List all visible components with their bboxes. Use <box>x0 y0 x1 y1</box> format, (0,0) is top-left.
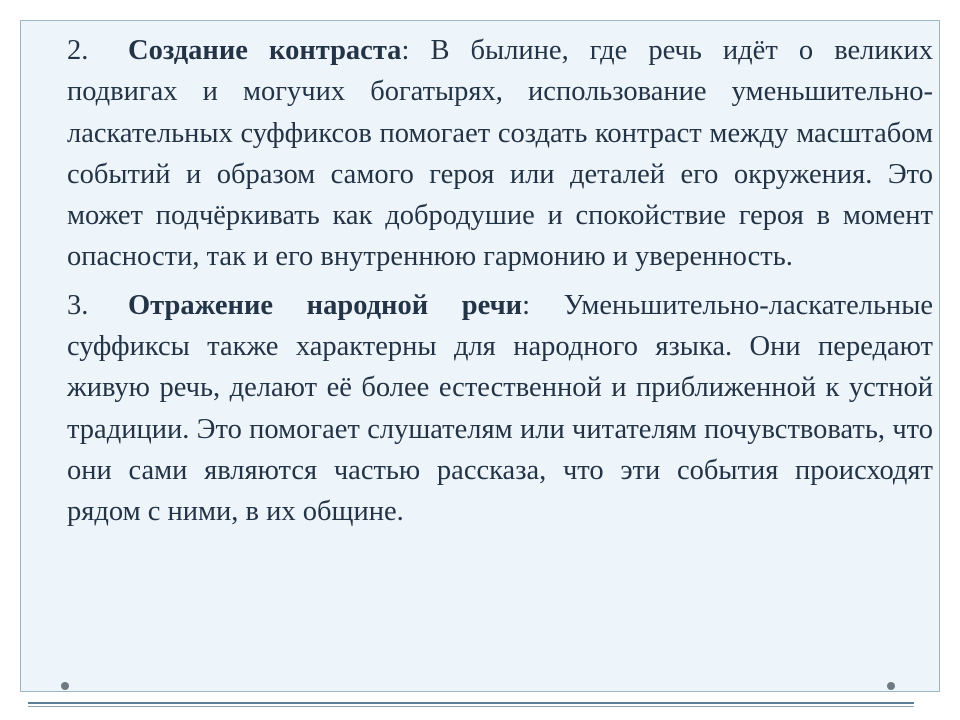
item-separator: : <box>401 35 410 66</box>
item-number: 3. <box>67 289 89 321</box>
item-number: 2. <box>67 35 89 66</box>
list-item-folk-speech <box>67 285 933 533</box>
bottom-rule-thin <box>28 706 914 707</box>
item-body-text: Уменьшительно-ласкательные суффиксы также характерны для народного языка. Они передают живую речь, делают её более естественной и приближенной к устной традиции. Это помогает слушателям или читателям почувствовать, что они сами являются частью рассказа, что эти события происходят рядом с ними, в их общине. <box>67 289 933 528</box>
list-item-contrast <box>67 30 933 278</box>
slide-frame <box>20 20 940 692</box>
item-heading: Создание контраста <box>128 35 402 66</box>
corner-dot-right <box>887 682 895 690</box>
corner-dot-left <box>61 682 69 690</box>
item-heading: Отражение народной речи <box>128 289 523 321</box>
bottom-rule <box>28 702 914 704</box>
slide-content <box>67 30 933 533</box>
item-separator: : <box>522 289 530 321</box>
item-body-text: В былине, где речь идёт о великих подвигах и могучих богатырях, использование уменьшительно-ласкательных суффиксов помогает создать контраст между масштабом событий и образом самого героя или деталей его окружения. Это может подчёркивать как добродушие и спокойствие героя в момент опасности, так и его внутреннюю гармонию и уверенность. <box>67 35 933 273</box>
